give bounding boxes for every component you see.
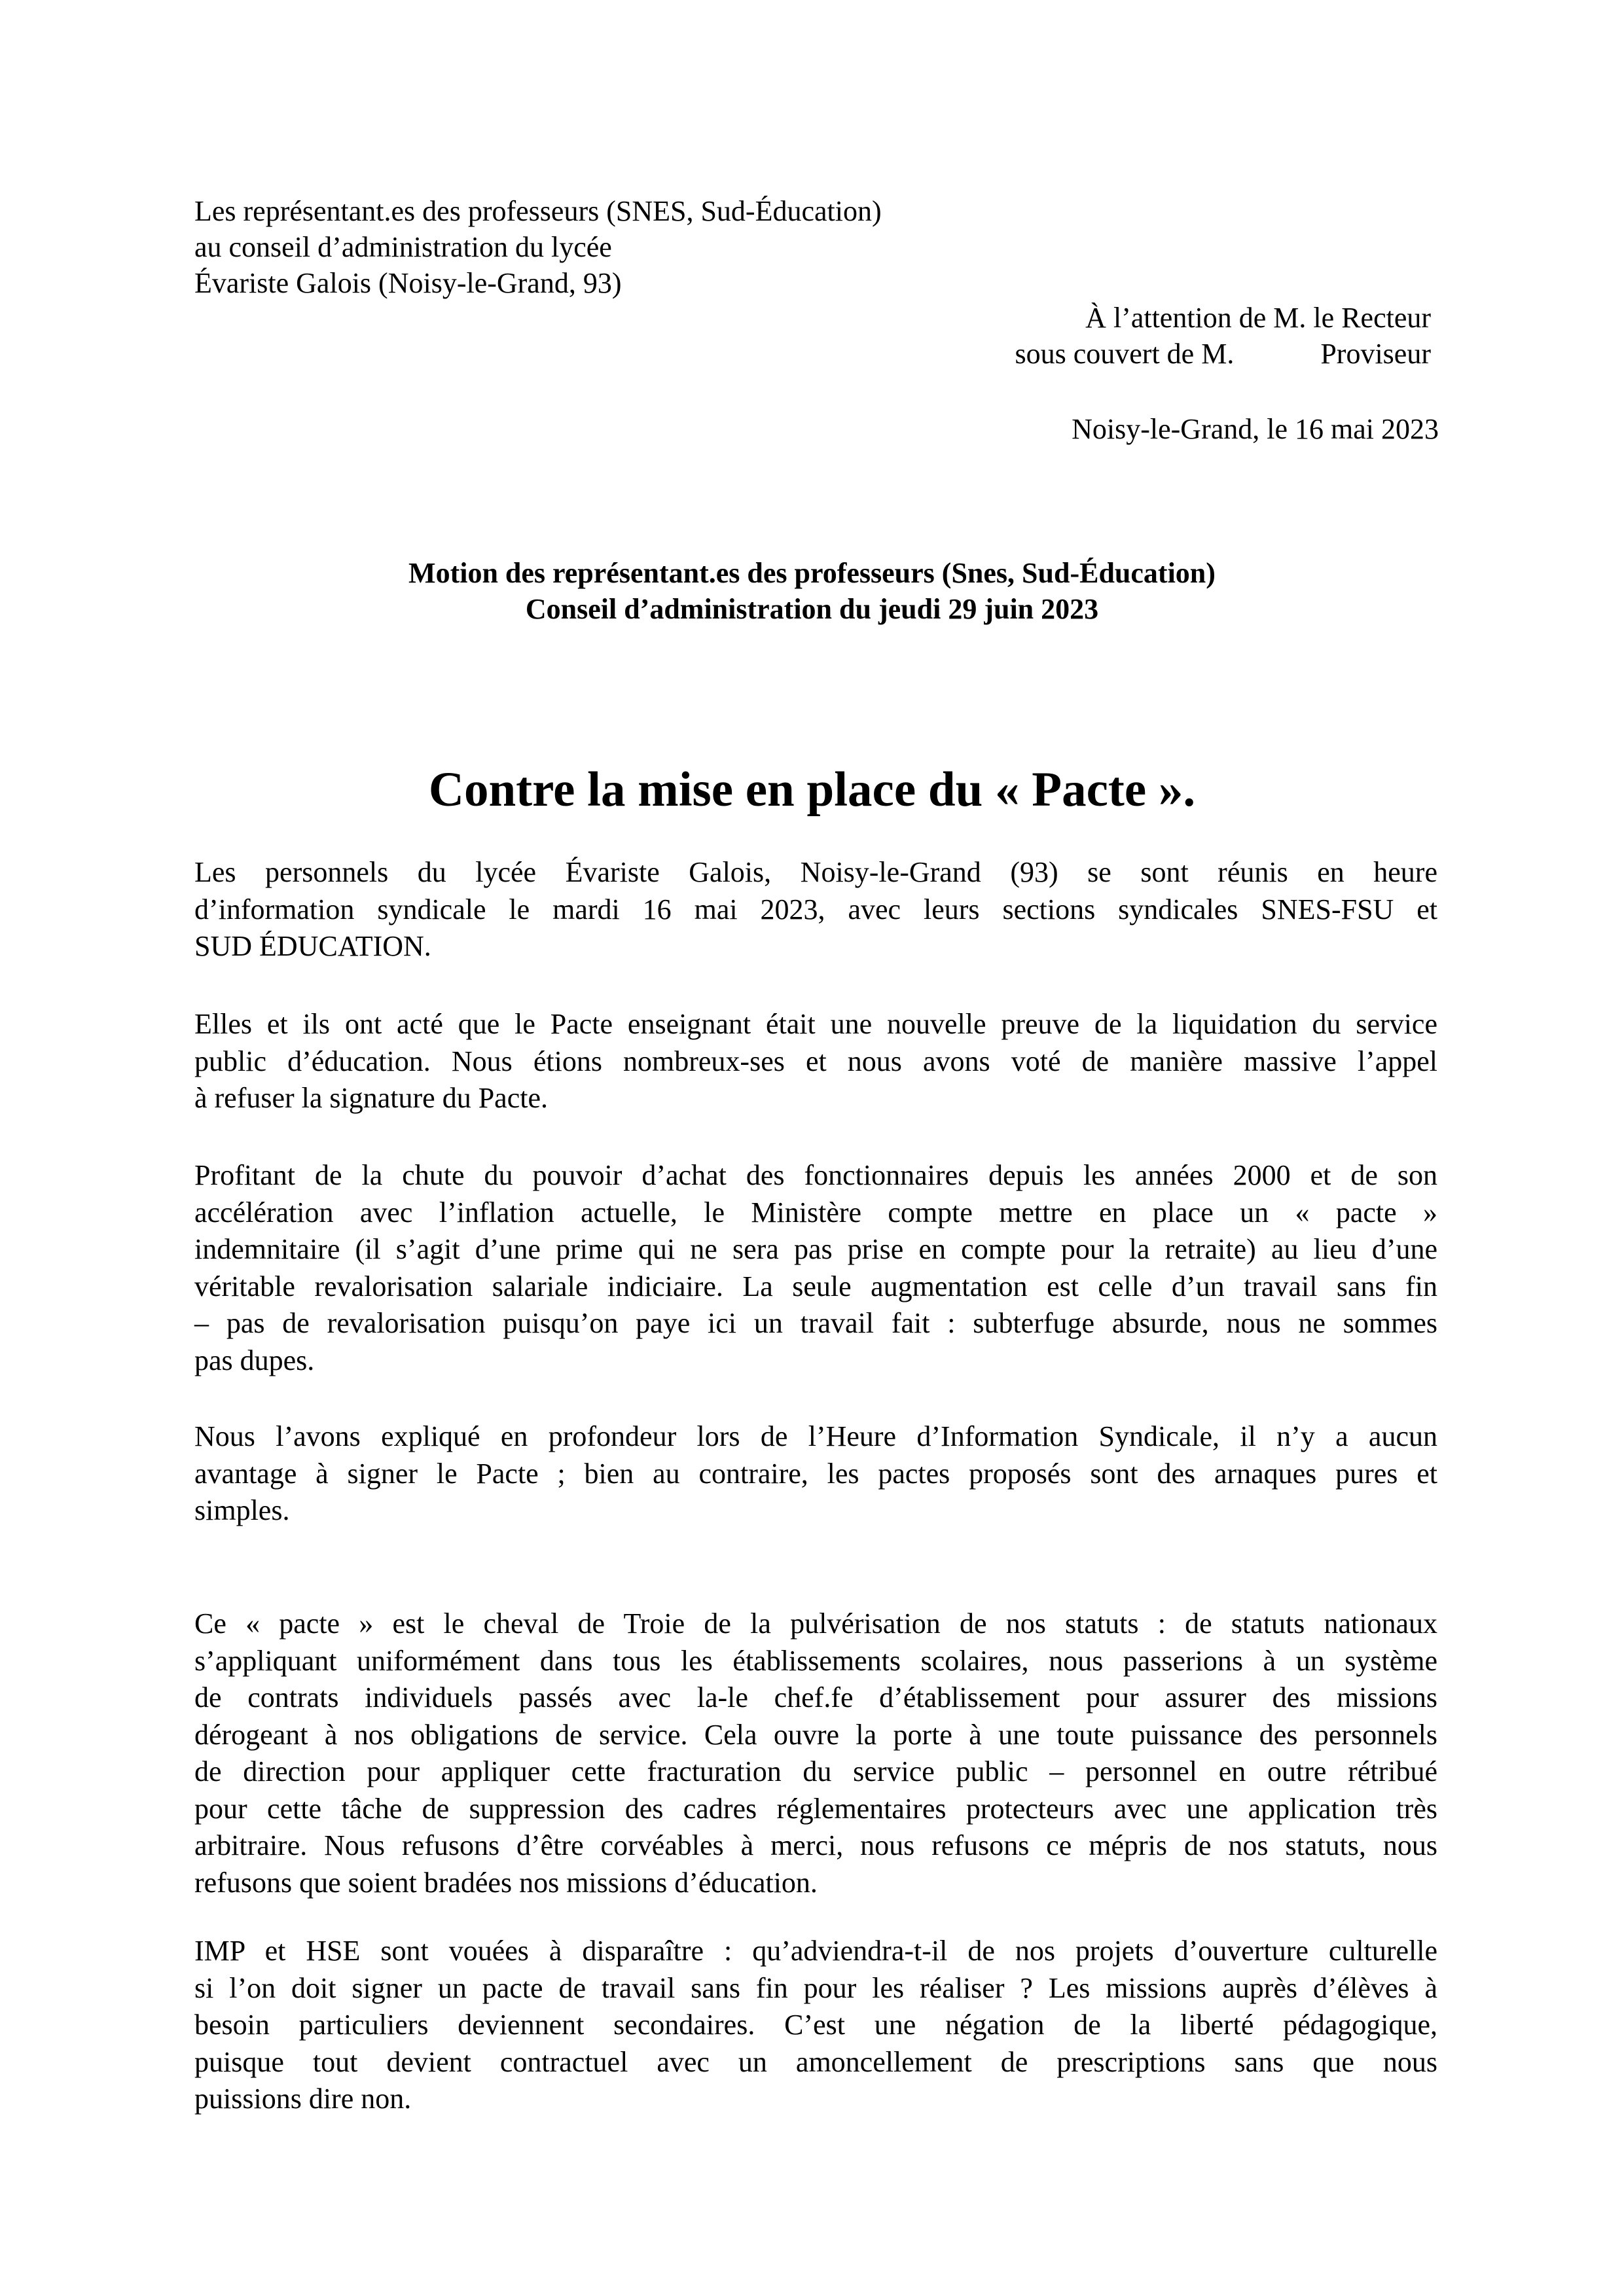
place-date: Noisy-le-Grand, le 16 mai 2023 (1072, 413, 1439, 445)
sender-line: Évariste Galois (Noisy-le-Grand, 93) (194, 267, 622, 299)
paragraph-line: indemnitaire (il s’agit d’une prime qui ne sera pas prise en compte pour la retraite) au lieu d’une (194, 1233, 1437, 1265)
paragraph-line: – pas de revalorisation puisqu’on paye ici un travail fait : subterfuge absurde, nous ne sommes (194, 1307, 1437, 1339)
paragraph-line: d’information syndicale le mardi 16 mai 2023, avec leurs sections syndicales SNES-FSU et (194, 893, 1437, 925)
recipient-block (1015, 300, 1432, 372)
paragraph-line: Ce « pacte » est le cheval de Troie de la pulvérisation de nos statuts : de statuts nationaux (194, 1607, 1437, 1640)
paragraph-line: simples. (194, 1494, 290, 1526)
paragraph-line: avantage à signer le Pacte ; bien au contraire, les pactes proposés sont des arnaques pures et (194, 1457, 1437, 1490)
sender-line: Les représentant.es des professeurs (SNES, Sud-Éducation) (194, 195, 882, 227)
paragraph-line: de direction pour appliquer cette fracturation du service public – personnel en outre rétribué (194, 1755, 1437, 1787)
paragraph (194, 1418, 1437, 1530)
paragraph-line: pas dupes. (194, 1344, 315, 1376)
paragraph-line: si l’on doit signer un pacte de travail sans fin pour les réaliser ? Les missions auprès d’élèves à (194, 1971, 1437, 2004)
paragraph-line: véritable revalorisation salariale indiciaire. La seule augmentation est celle d’un travail sans fin (194, 1270, 1437, 1302)
paragraph (194, 1157, 1437, 1379)
paragraph (194, 1933, 1437, 2118)
paragraph-line: à refuser la signature du Pacte. (194, 1082, 548, 1114)
sender-line: au conseil d’administration du lycée (194, 231, 612, 263)
paragraph (194, 1006, 1437, 1117)
recipient-line: À l’attention de M. le Recteur (1085, 302, 1431, 334)
paragraph-line: accélération avec l’inflation actuelle, le Ministère compte mettre en place un « pacte » (194, 1196, 1437, 1229)
paragraph-line: de contrats individuels passés avec la-le chef.fe d’établissement pour assurer des missions (194, 1681, 1437, 1713)
motion-heading-line: Conseil d’administration du jeudi 29 juin 2023 (525, 593, 1099, 625)
paragraph-line: puisque tout devient contractuel avec un amoncellement de prescriptions sans que nous (194, 2045, 1437, 2078)
motion-heading-line: Motion des représentant.es des professeurs (Snes, Sud-Éducation) (408, 557, 1216, 589)
paragraph-line: Elles et ils ont acté que le Pacte enseignant était une nouvelle preuve de la liquidation du service (194, 1008, 1437, 1040)
paragraph-line: Les personnels du lycée Évariste Galois, Noisy-le-Grand (93) se sont réunis en heure (194, 856, 1437, 888)
paragraph-line: pour cette tâche de suppression des cadres réglementaires protecteurs avec une application très (194, 1792, 1437, 1825)
paragraph-line: Profitant de la chute du pouvoir d’achat des fonctionnaires depuis les années 2000 et de son (194, 1159, 1437, 1191)
sender-block (194, 193, 882, 301)
motion-heading (0, 555, 1624, 627)
paragraph-line: s’appliquant uniformément dans tous les établissements scolaires, nous passerions à un système (194, 1644, 1437, 1677)
paragraph (194, 854, 1437, 965)
paragraph-line: besoin particuliers deviennent secondaires. C’est une négation de la liberté pédagogique, (194, 2009, 1437, 2041)
main-title: Contre la mise en place du « Pacte ». (428, 762, 1196, 817)
paragraph-line: Nous l’avons expliqué en profondeur lors de l’Heure d’Information Syndicale, il n’y a aucun (194, 1420, 1437, 1452)
paragraph-line: dérogeant à nos obligations de service. Cela ouvre la porte à une toute puissance des personnels (194, 1718, 1437, 1751)
paragraph-line: public d’éducation. Nous étions nombreux-ses et nous avons voté de manière massive l’appel (194, 1045, 1437, 1077)
paragraph-line: puissions dire non. (194, 2083, 412, 2115)
paragraph-line: arbitraire. Nous refusons d’être corvéables à merci, nous refusons ce mépris de nos statuts, nous (194, 1829, 1437, 1861)
recipient-line: sous couvert de M. Proviseur (1015, 338, 1431, 370)
paragraph (194, 1605, 1437, 1901)
paragraph-line: refusons que soient bradées nos missions d’éducation. (194, 1866, 818, 1899)
paragraph-line: SUD ÉDUCATION. (194, 930, 431, 962)
paragraph-line: IMP et HSE sont vouées à disparaître : qu’adviendra-t-il de nos projets d’ouverture culturelle (194, 1935, 1437, 1967)
